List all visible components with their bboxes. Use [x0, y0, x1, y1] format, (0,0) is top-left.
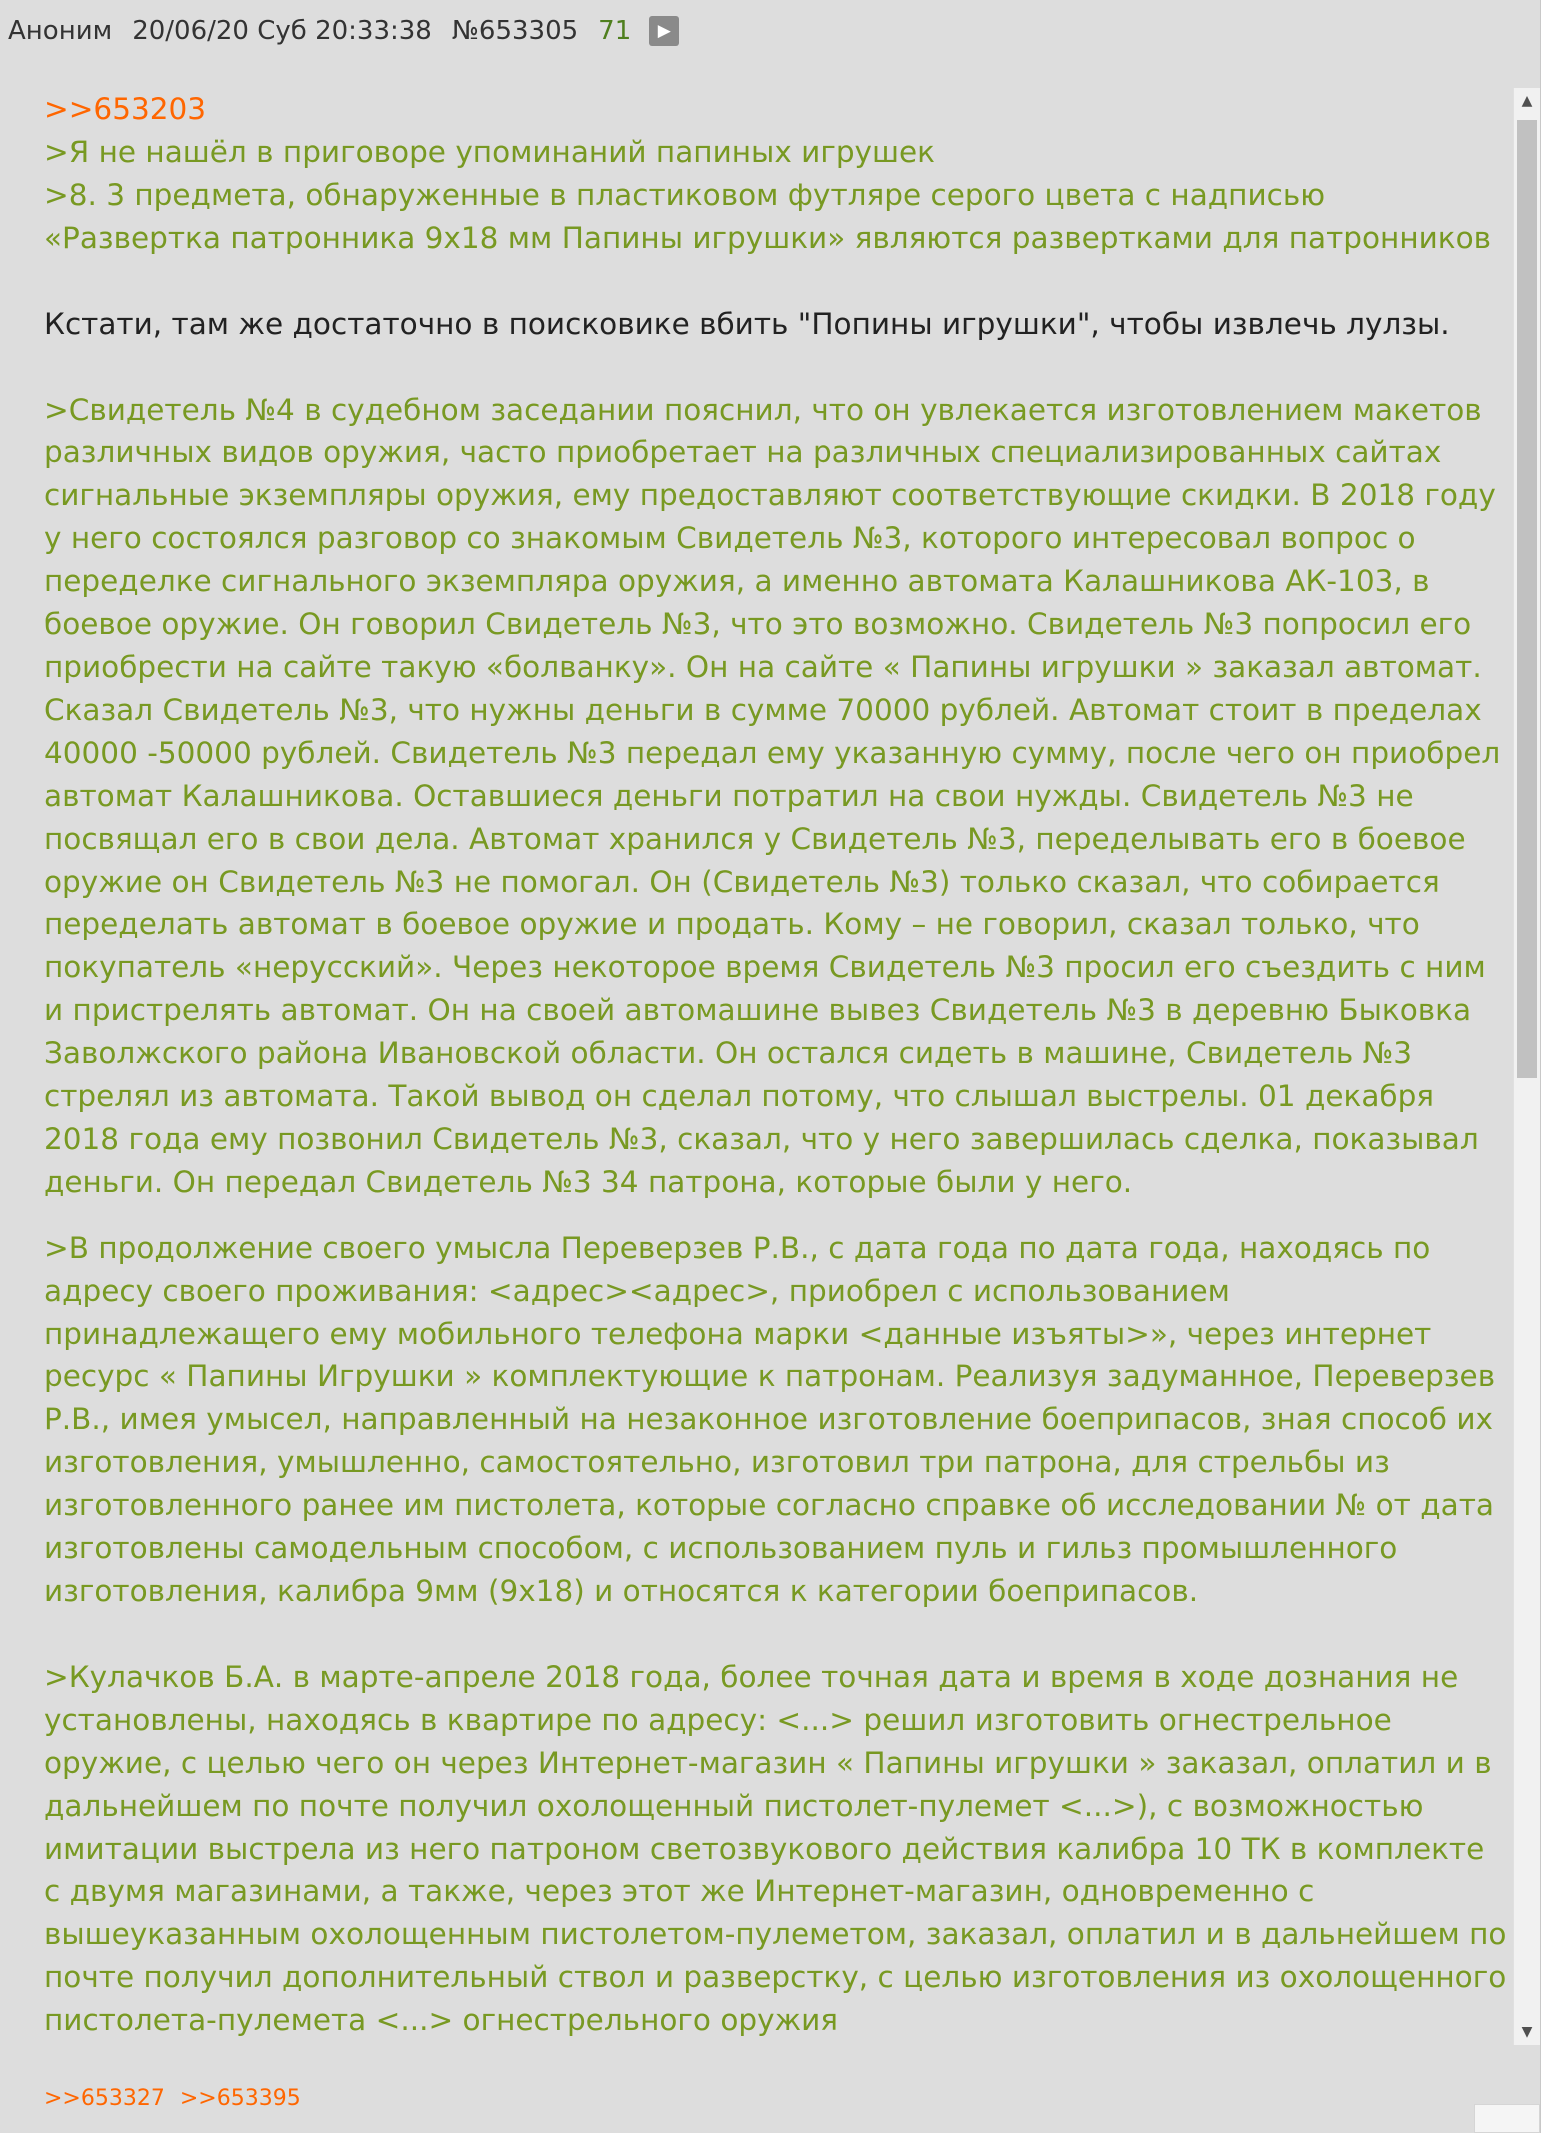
- post-text: Кстати, там же достаточно в поисковике вбить "Попины игрушки", чтобы извлечь лулзы.: [44, 306, 1450, 341]
- backlink[interactable]: >>653327: [44, 2086, 165, 2111]
- post-author: Аноним: [8, 16, 113, 46]
- scroll-thumb[interactable]: [1517, 120, 1537, 1078]
- backlinks: [44, 2086, 309, 2111]
- post-scrollbar[interactable]: [1513, 88, 1540, 2045]
- corner-widget: [1474, 2104, 1540, 2133]
- greentext-quote: >Я не нашёл в приговоре упоминаний папиных игрушек: [44, 134, 935, 169]
- scroll-down-arrow-icon[interactable]: ▼: [1521, 2024, 1533, 2040]
- post-date: 20/06/20 Суб 20:33:38: [132, 16, 432, 46]
- scroll-up-arrow-icon[interactable]: ▲: [1521, 93, 1533, 109]
- greentext-quote: >8. 3 предмета, обнаруженные в пластиковом футляре серого цвета с надписью «Развертка патронника 9х18 мм Папины игрушки» являются развертками для патронников: [44, 177, 1492, 255]
- post-header: [8, 14, 679, 48]
- reply-link[interactable]: >>653203: [44, 92, 207, 126]
- post-count: 71: [598, 16, 632, 46]
- backlink[interactable]: >>653395: [179, 2086, 301, 2111]
- greentext-quote: >Кулачков Б.А. в марте-апреле 2018 года, более точная дата и время в ходе дознания не установлены, находясь в квартире по адресу: <...> решил изготовить огнестрельное оружие, с целью чего он через Интернет-магазин « Папины игрушки » заказал, оплатил и в дальнейшем по почте получил охолощенный пистолет-пулемет <...>), с возможностью имитации выстрела из него патроном светозвукового действия калибра 10 ТК в комплекте с двумя магазинами, а также, через этот же Интернет-магазин, одновременно с вышеуказанным охолощенным пистолетом-пулеметом, заказал, оплатил и в дальнейшем по почте получил дополнительный ствол и разверстку, с целью изготовления из охолощенного пистолета-пулемета <...> огнестрельного оружия: [44, 1659, 1507, 2038]
- greentext-quote: >В продолжение своего умысла Переверзев Р.В., с дата года по дата года, находясь по адресу своего проживания: <адрес><адрес>, приобрел с использованием принадлежащего ему мобильного телефона марки <данные изъяты>», через интернет ресурс « Папины Игрушки » комплектующие к патронам. Реализуя задуманное, Переверзев Р.В., имея умысел, направленный на незаконное изготовление боеприпасов, зная способ их изготовления, умышленно, самостоятельно, изготовил три патрона, для стрельбы из изготовленного ранее им пистолета, которые согласно справке об исследовании № от дата изготовлены самодельным способом, с использованием пуль и гильз промышленного изготовления, калибра 9мм (9х18) и относятся к категории боеприпасов.: [44, 1230, 1496, 1608]
- play-button[interactable]: [649, 16, 679, 46]
- play-icon: ▶: [657, 21, 671, 41]
- post-number[interactable]: №653305: [451, 16, 579, 46]
- greentext-quote: >Свидетель №4 в судебном заседании пояснил, что он увлекается изготовлением макетов различных видов оружия, часто приобретает на различных специализированных сайтах сигнальные экземпляры оружия, ему предоставляют соответствующие скидки. В 2018 году у него состоялся разговор со знакомым Свидетель №3, которого интересовал вопрос о переделке сигнального экземпляра оружия, а именно автомата Калашникова АК-103, в боевое оружие. Он говорил Свидетель №3, что это возможно. Свидетель №3 попросил его приобрести на сайте такую «болванку». Он на сайте « Папины игрушки » заказал автомат. Сказал Свидетель №3, что нужны деньги в сумме 70000 рублей. Автомат стоит в пределах 40000 -50000 рублей. Свидетель №3 передал ему указанную сумму, после чего он приобрел автомат Калашникова. Оставшиеся деньги потратил на свои нужды. Свидетель №3 не посвящал его в свои дела. Автомат хранился у Свидетель №3, переделывать его в боевое оружие он Свидетель №3 не помогал. Он (Свидетель №3) только сказал, что собирается переделать автомат в боевое оружие и продать. Кому – не говорил, сказал только, что покупатель «нерусский». Через некоторое время Свидетель №3 просил его съездить с ним и пристрелять автомат. Он на своей автомашине вывез Свидетель №3 в деревню Быковка Заволжского района Ивановской области. Он остался сидеть в машине, Свидетель №3 стрелял из автомата. Такой вывод он сделал потому, что слышал выстрелы. 01 декабря 2018 года ему позвонил Свидетель №3, сказал, что у него завершилась сделка, показывал деньги. Он передал Свидетель №3 34 патрона, которые были у него.: [44, 392, 1501, 1199]
- post-body: [44, 88, 1509, 2053]
